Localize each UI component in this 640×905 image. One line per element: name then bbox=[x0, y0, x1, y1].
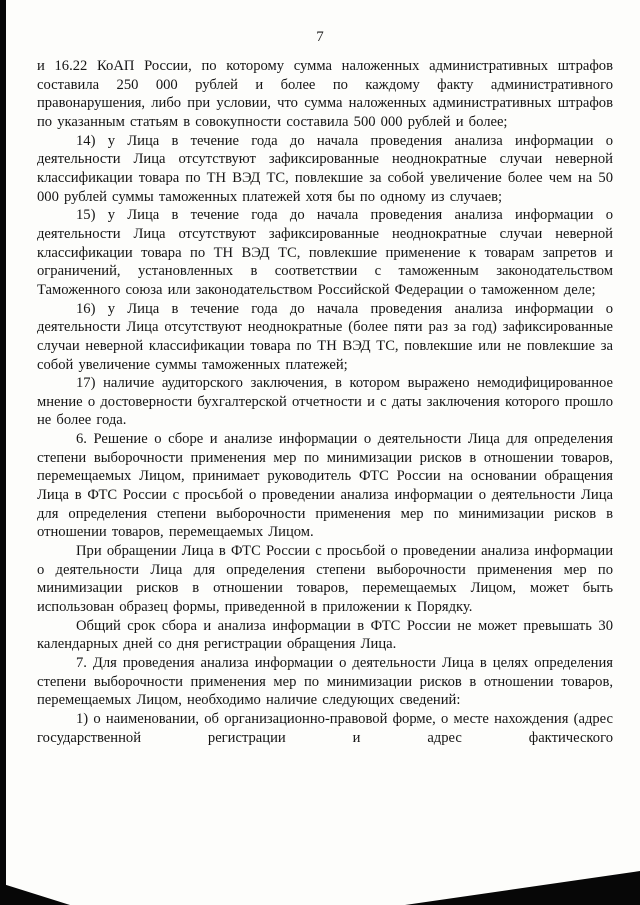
document-body bbox=[37, 57, 613, 747]
paragraph: 6. Решение о сборе и анализе информации о деятельности Лица для определения степени выборочности применения мер по минимизации рисков в отношении товаров, перемещаемых Лицом, принимает руководитель ФТС России на основании обращения Лица в ФТС России с просьбой о проведении анализа информации о деятельности Лица для определения степени выборочности применения мер по минимизации рисков в отношении товаров, перемещаемых Лицом. bbox=[37, 431, 613, 541]
paragraph: 14) у Лица в течение года до начала проведения анализа информации о деятельности Лица отсутствуют зафиксированные неоднократные случаи неверной классификации товара по ТН ВЭД ТС, повлекшие за собой увеличение более чем на 50 000 рублей суммы таможенных платежей хотя бы по одному из случаев; bbox=[37, 132, 613, 205]
scan-artifact-bottom-left-corner bbox=[0, 883, 70, 905]
paragraph: и 16.22 КоАП России, по которому сумма наложенных административных штрафов составила 250 000 рублей и более по каждому факту административного правонарушения, либо при условии, что сумма наложенных административных штрафов по указанным статьям в совокупности составила 500 000 рублей и более; bbox=[37, 58, 613, 130]
paragraph: 1) о наименовании, об организационно-правовой форме, о месте нахождения (адрес государственной регистрации и адрес фактического bbox=[37, 710, 613, 746]
paragraph: 7. Для проведения анализа информации о деятельности Лица в целях определения степени выборочности применения мер по минимизации рисков в отношении товаров, перемещаемых Лицом, необходимо наличие следующих сведений: bbox=[37, 655, 613, 709]
scan-artifact-bottom-right-corner bbox=[405, 871, 640, 905]
paragraph: 17) наличие аудиторского заключения, в котором выражено немодифицированное мнение о достоверности бухгалтерской отчетности и с даты заключения которого прошло не более года. bbox=[37, 375, 613, 429]
paragraph: При обращении Лица в ФТС России с просьбой о проведении анализа информации о деятельности Лица для определения степени выборочности применения мер по минимизации рисков в отношении товаров, перемещаемых Лицом, может быть использован образец формы, приведенной в приложении к Порядку. bbox=[37, 543, 613, 616]
paragraph: 16) у Лица в течение года до начала проведения анализа информации о деятельности Лица отсутствуют неоднократные (более пяти раз за год) зафиксированные случаи неверной классификации товара по ТН ВЭД ТС, повлекшие или не повлекшие за собой увеличение суммы таможенных платежей; bbox=[37, 300, 613, 373]
scan-artifact-left-edge bbox=[0, 0, 6, 905]
page-number: 7 bbox=[316, 29, 324, 45]
paragraph: 15) у Лица в течение года до начала проведения анализа информации о деятельности Лица отсутствуют зафиксированные неоднократные случаи неверной классификации товара по ТН ВЭД ТС, повлекшие применение к товарам запретов и ограничений, установленных в соответствии с таможенным законодательством Таможенного союза или законодательством Российской Федерации о таможенном деле; bbox=[37, 207, 613, 298]
paragraph: Общий срок сбора и анализа информации в ФТС России не может превышать 30 календарных дней со дня регистрации обращения Лица. bbox=[37, 617, 613, 653]
